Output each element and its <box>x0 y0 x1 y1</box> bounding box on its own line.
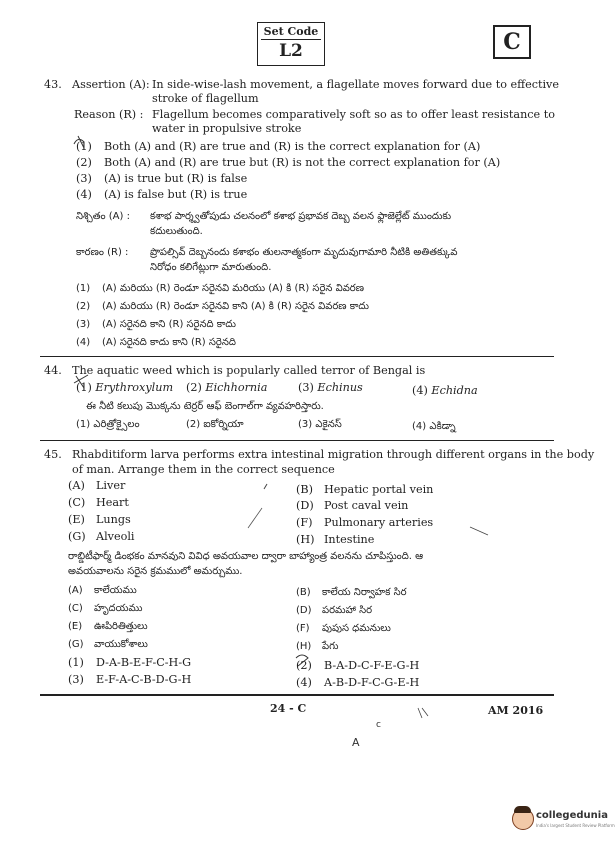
q43-assertion-line1: In side-wise-lash movement, a flagellate moves forward due to effective <box>152 78 559 91</box>
q44-te-option-2[interactable]: (2) ఐకోర్నియా <box>186 419 244 430</box>
q43-assertion-line2: stroke of flagellum <box>152 92 259 105</box>
q45-te-item-c: (C) హృదయము <box>68 603 143 614</box>
q44-option-2[interactable]: (2) Eichhornia <box>186 381 268 394</box>
q45-te-item-f: (F) పుపుస ధమనులు <box>296 623 391 634</box>
pen-mark: A <box>352 736 360 749</box>
q43-option-1[interactable]: (1) Both (A) and (R) are true and (R) is the correct explanation for (A) <box>76 140 481 153</box>
logo-brand: collegedunia <box>536 810 608 821</box>
page-number: 24 - C <box>270 702 307 715</box>
q45-te-item-b: (B) కాలేయ నిర్వాహక సిర <box>296 587 407 598</box>
q43-te-reason-line2: నిరోధం కలిగేట్లుగా మారుతుంది. <box>150 262 272 273</box>
set-code-value: L2 <box>261 39 321 62</box>
collegedunia-logo <box>512 806 615 836</box>
q43-option-3[interactable]: (3) (A) is true but (R) is false <box>76 172 248 185</box>
q43-number: 43. <box>44 78 62 91</box>
q45-stem-line1: Rhabditiform larva performs extra intestinal migration through different organs in the body <box>72 448 595 461</box>
logo-tagline: India's largest Student Review Platform <box>536 823 615 828</box>
q45-item-a: (A) Liver <box>68 479 126 492</box>
q45-item-f: (F) Pulmonary arteries <box>296 516 434 529</box>
q45-answer-4[interactable]: (4) A-B-D-F-C-G-E-H <box>296 676 420 689</box>
q45-te-item-a: (A) కాలేయము <box>68 585 137 596</box>
q44-option-4[interactable]: (4) Echidna <box>412 384 478 397</box>
q43-assertion-label: Assertion (A): <box>72 78 150 91</box>
q44-te-option-4[interactable]: (4) ఎకిడ్నా <box>412 421 456 432</box>
q43-te-reason-line1: ప్రొపల్సివ్ దెబ్బనందు కశాభం తులనాత్మకంగా మృదువుగామారి నీటికి అతితక్కువ <box>150 247 458 258</box>
q45-item-c: (C) Heart <box>68 496 129 509</box>
q45-answer-2[interactable]: (2) B-A-D-C-F-E-G-H <box>296 659 420 672</box>
q44-te-option-1[interactable]: (1) ఎరిత్రోక్సైలం <box>76 419 140 430</box>
q45-item-h: (H) Intestine <box>296 533 375 546</box>
q45-stem-line2: of man. Arrange them in the correct sequence <box>72 463 335 476</box>
q45-te-item-e: (E) ఊపిరితిత్తులు <box>68 621 148 632</box>
q44-te-stem: ఈ నీటి కలుపు మొక్కను టెర్రర్ ఆఫ్ బెంగాల్‌గా వ్యవహరిస్తారు. <box>86 401 324 412</box>
q44-option-3[interactable]: (3) Echinus <box>298 381 363 394</box>
q44-te-option-3[interactable]: (3) ఎకైనస్ <box>298 419 342 430</box>
q43-option-2[interactable]: (2) Both (A) and (R) are true but (R) is not the correct explanation for (A) <box>76 156 501 169</box>
q44-stem: The aquatic weed which is popularly called terror of Bengal is <box>72 364 426 377</box>
pen-mark: c <box>376 720 381 730</box>
q43-reason-label: Reason (R) : <box>74 108 144 121</box>
q43-te-option-2[interactable]: (2) (A) మరియు (R) రెండూ సరైనవి కాని (A) కి (R) సరైన వివరణ కాదు <box>76 301 369 312</box>
q45-number: 45. <box>44 448 62 461</box>
q43-te-assertion-line2: కదులుతుంది. <box>150 226 203 237</box>
q44-number: 44. <box>44 364 62 377</box>
booklet-letter: C <box>493 25 531 59</box>
q45-item-e: (E) Lungs <box>68 513 131 526</box>
q43-reason-line1: Flagellum becomes comparatively soft so as to offer least resistance to <box>152 108 555 121</box>
set-code-label: Set Code <box>263 25 319 38</box>
q45-te-item-g: (G) వాయుకోశాలు <box>68 639 148 650</box>
q45-te-item-d: (D) పరమహా సిర <box>296 605 373 616</box>
q45-answer-3[interactable]: (3) E-F-A-C-B-D-G-H <box>68 673 192 686</box>
q43-te-option-1[interactable]: (1) (A) మరియు (R) రెండూ సరైనవి మరియు (A) కి (R) సరైన వివరణ <box>76 283 364 294</box>
q45-item-b: (B) Hepatic portal vein <box>296 483 434 496</box>
q43-te-assertion-line1: కశాభ పార్శ్వతోపుడు చలనంలో కశాభ ప్రభావక దెబ్బ వలన ఫ్లాజెల్లేట్ ముందుకు <box>150 211 452 222</box>
q43-te-reason-label: కారణం (R) : <box>76 247 129 258</box>
q45-te-item-h: (H) పేగు <box>296 641 339 652</box>
q43-te-option-3[interactable]: (3) (A) సరైనది కాని (R) సరైనది కాదు <box>76 319 236 330</box>
q43-option-4[interactable]: (4) (A) is false but (R) is true <box>76 188 248 201</box>
q43-te-assertion-label: నిశ్చితం (A) : <box>76 211 130 222</box>
q45-answer-1[interactable]: (1) D-A-B-E-F-C-H-G <box>68 656 192 669</box>
q43-te-option-4[interactable]: (4) (A) సరైనది కాదు కాని (R) సరైనది <box>76 337 236 348</box>
q45-te-stem-line2: అవయవాలను సరైన క్రమములో అమర్చుము. <box>68 566 243 577</box>
q45-item-g: (G) Alveoli <box>68 530 135 543</box>
q43-reason-line2: water in propulsive stroke <box>152 122 302 135</box>
exam-code: AM 2016 <box>488 704 544 717</box>
q45-item-d: (D) Post caval vein <box>296 499 409 512</box>
q45-te-stem-line1: రాబ్డిటీఫార్మ్ డింభకం మానవుని వివిధ అవయవాల ద్వారా బాహ్యాంత్ర వలనను చూపిస్తుంది. ఆ <box>68 551 424 562</box>
q44-option-1[interactable]: (1) Erythroxylum <box>76 381 174 394</box>
